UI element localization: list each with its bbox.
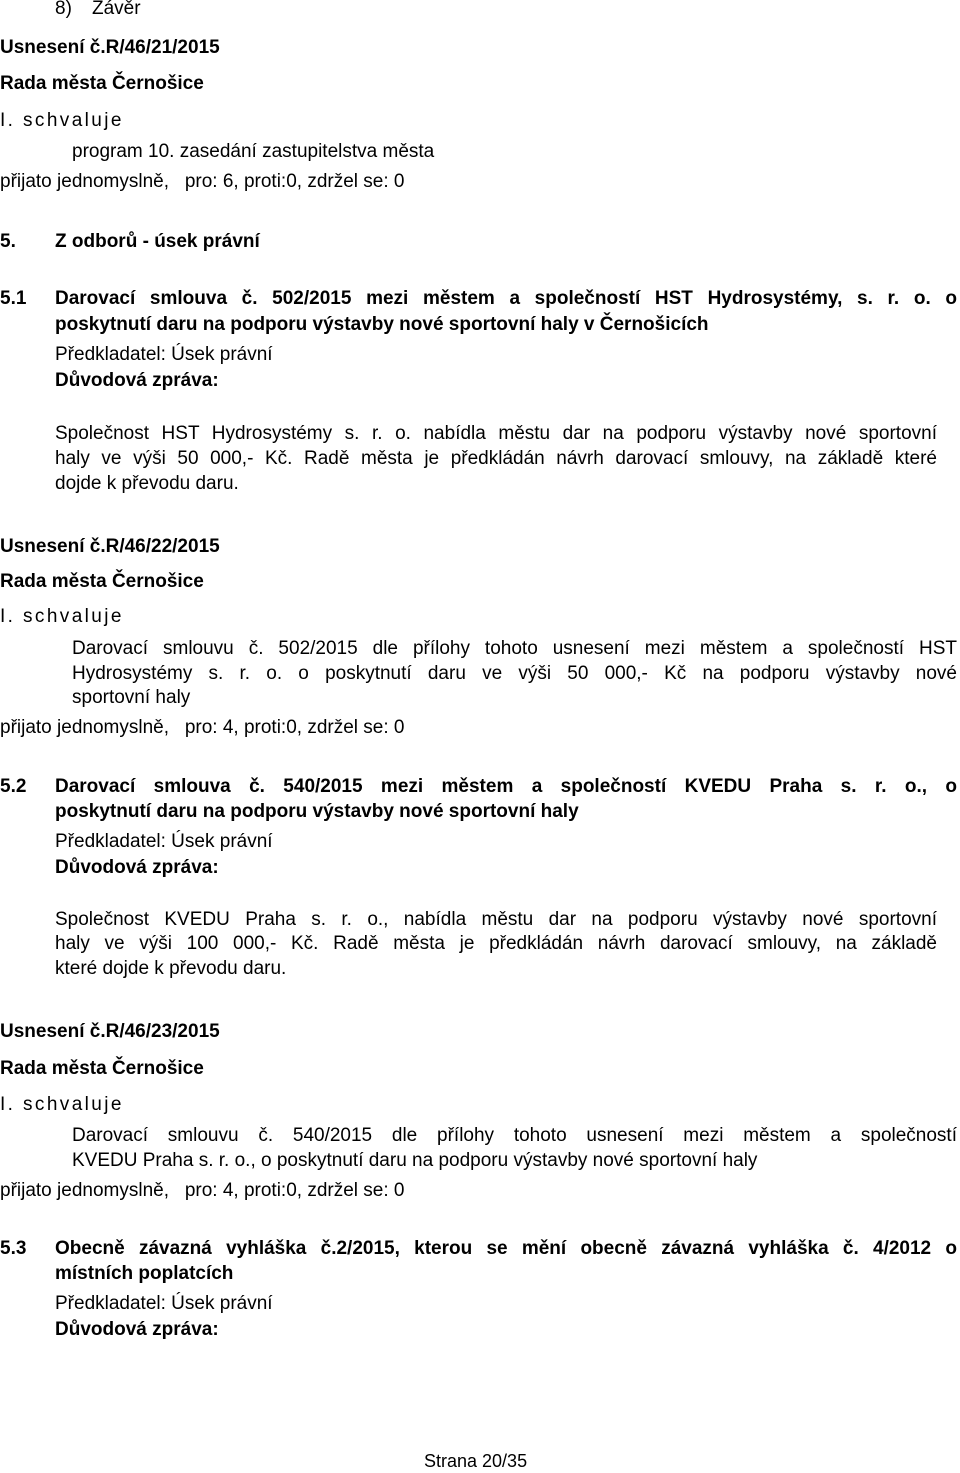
report-text-line: Společnost KVEDU Praha s. r. o., nabídla městu dar na podporu výstavby nové sportovní (55, 909, 937, 930)
vote-result: přijato jednomyslně, pro: 4, proti:0, zdržel se: 0 (0, 717, 405, 738)
explanatory-report-heading: Důvodová zpráva: (55, 370, 219, 391)
resolution-number: Usnesení č.R/46/23/2015 (0, 1021, 220, 1042)
council-name: Rada města Černošice (0, 73, 204, 94)
item-number: 5.3 (0, 1238, 27, 1259)
report-text-line: Společnost HST Hydrosystémy s. r. o. nabídla městu dar na podporu výstavby nové sportovní (55, 423, 937, 444)
resolution-text-line: Hydrosystémy s. r. o. o poskytnutí daru ve výši 50 000,- Kč na podporu výstavby nové (72, 663, 957, 684)
item-title-line: místních poplatcích (55, 1263, 234, 1284)
resolution-number: Usnesení č.R/46/22/2015 (0, 536, 220, 557)
item-number: 5.2 (0, 776, 27, 797)
resolution-text-line: sportovní haly (72, 687, 191, 708)
explanatory-report-heading: Důvodová zpráva: (55, 857, 219, 878)
council-name: Rada města Černošice (0, 1058, 204, 1079)
vote-result: přijato jednomyslně, pro: 4, proti:0, zdržel se: 0 (0, 1180, 405, 1201)
resolution-text: program 10. zasedání zastupitelstva města (72, 141, 435, 162)
resolution-text-line: Darovací smlouvu č. 540/2015 dle přílohy tohoto usnesení mezi městem a společností (72, 1125, 957, 1146)
report-text-line: které dojde k převodu daru. (55, 958, 287, 979)
submitter: Předkladatel: Úsek právní (55, 344, 273, 365)
submitter: Předkladatel: Úsek právní (55, 1293, 273, 1314)
item-title-line: poskytnutí daru na podporu výstavby nové sportovní haly (55, 801, 579, 822)
item-title-line: poskytnutí daru na podporu výstavby nové sportovní haly v Černošicích (55, 314, 709, 335)
page-number: Strana 20/35 (424, 1451, 528, 1471)
council-name: Rada města Černošice (0, 571, 204, 592)
agenda-item-number: 8) (55, 0, 72, 19)
item-number: 5.1 (0, 288, 27, 309)
vote-result: přijato jednomyslně, pro: 6, proti:0, zdržel se: 0 (0, 171, 405, 192)
submitter: Předkladatel: Úsek právní (55, 831, 273, 852)
approves-label: I. schvaluje (0, 110, 124, 131)
agenda-item-title: Závěr (92, 0, 141, 19)
resolution-text-line: KVEDU Praha s. r. o., o poskytnutí daru na podporu výstavby nové sportovní haly (72, 1150, 758, 1171)
resolution-number: Usnesení č.R/46/21/2015 (0, 37, 220, 58)
report-text-line: haly ve výši 50 000,- Kč. Radě města je předkládán návrh darovací smlouvy, na základě které (55, 448, 937, 469)
item-title-line: Obecně závazná vyhláška č.2/2015, kterou se mění obecně závazná vyhláška č. 4/2012 o (55, 1238, 957, 1259)
section-number: 5. (0, 231, 16, 252)
item-title-line: Darovací smlouva č. 502/2015 mezi městem a společností HST Hydrosystémy, s. r. o. o (55, 288, 957, 309)
resolution-text-line: Darovací smlouvu č. 502/2015 dle přílohy tohoto usnesení mezi městem a společností HST (72, 638, 957, 659)
item-title-line: Darovací smlouva č. 540/2015 mezi městem a společností KVEDU Praha s. r. o., o (55, 776, 957, 797)
approves-label: I. schvaluje (0, 1094, 124, 1115)
report-text-line: dojde k převodu daru. (55, 473, 239, 494)
section-title: Z odborů - úsek právní (55, 231, 260, 252)
report-text-line: haly ve výši 100 000,- Kč. Radě města je předkládán návrh darovací smlouvy, na základě (55, 933, 937, 954)
approves-label: I. schvaluje (0, 606, 124, 627)
explanatory-report-heading: Důvodová zpráva: (55, 1319, 219, 1340)
